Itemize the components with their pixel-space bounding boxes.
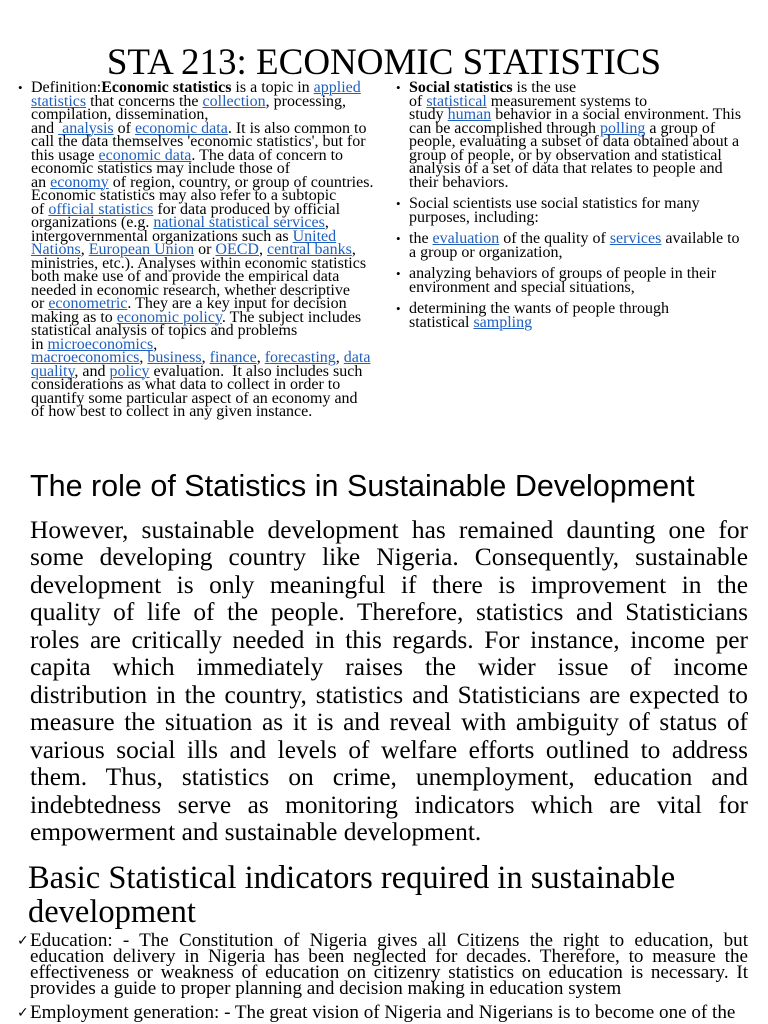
text-line xyxy=(409,208,761,226)
hyperlink[interactable]: economic policy xyxy=(116,308,222,326)
text-run: their behaviors. xyxy=(409,173,509,191)
text-run: purposes, including: xyxy=(409,208,539,226)
text-run: is a topic in xyxy=(231,79,314,96)
indicator-checklist xyxy=(17,929,748,1023)
text-run: statistical analysis of topics and problems xyxy=(31,322,298,339)
hyperlink[interactable]: forecasting xyxy=(264,349,336,366)
text-run: considerations as what data to collect in order to xyxy=(31,376,341,393)
text-run: , xyxy=(351,241,356,258)
check-mark-icon: ✓ xyxy=(17,932,29,949)
checklist-line: education delivery in Nigeria has been neglected for decades. Therefore, to measure the xyxy=(30,945,748,967)
text-line xyxy=(409,313,761,331)
hyperlink[interactable]: OECD xyxy=(215,241,259,258)
hyperlink[interactable]: services xyxy=(609,230,662,247)
text-run: determining the wants of people through xyxy=(409,300,669,317)
text-run: Definition: xyxy=(31,79,102,96)
text-run: or xyxy=(194,241,216,258)
hyperlink[interactable]: applied xyxy=(313,79,361,96)
paragraph-line: distribution in the country, statistics and Statisticians are expected to xyxy=(30,680,748,709)
text-run: intergovernmental organizations such as xyxy=(31,227,293,245)
bullet-item xyxy=(396,79,761,191)
text-run: of xyxy=(113,119,135,137)
text-run: and xyxy=(31,119,59,137)
hyperlink[interactable]: economic data xyxy=(98,146,192,164)
text-run: quantify some particular aspect of an economy and xyxy=(31,389,358,407)
text-run: , and xyxy=(74,362,110,380)
hyperlink[interactable]: analysis xyxy=(58,119,114,137)
hyperlink[interactable]: macroeconomics xyxy=(31,349,140,366)
text-run: measurement systems to xyxy=(486,92,648,110)
paragraph-line: roles are critically needed in this regards. For instance, income per xyxy=(30,625,748,654)
text-run: evaluation. It also includes such xyxy=(149,362,363,380)
text-run: . It is also common to xyxy=(227,119,367,137)
role-paragraph xyxy=(30,517,748,847)
bullet-marker: • xyxy=(396,80,401,95)
text-run: . The subject includes xyxy=(221,308,362,326)
text-run: available to xyxy=(661,230,740,247)
text-run: , xyxy=(258,241,267,258)
hyperlink[interactable]: business xyxy=(147,349,202,366)
hyperlink[interactable]: European Union xyxy=(88,241,195,258)
hyperlink[interactable]: evaluation xyxy=(432,230,500,247)
paragraph-line: some developing country like Nigeria. Consequently, sustainable xyxy=(30,543,748,571)
text-run: , xyxy=(335,349,344,366)
text-run: of region, country, or group of countries. xyxy=(108,173,374,191)
hyperlink[interactable]: polling xyxy=(600,119,646,137)
text-run: behavior in a social environment. This xyxy=(491,106,742,123)
text-run: statistical xyxy=(409,313,474,331)
hyperlink[interactable]: Nations xyxy=(31,241,81,258)
economic-statistics-column xyxy=(18,79,383,420)
hyperlink[interactable]: sampling xyxy=(473,313,533,331)
text-run: . They are a key input for decision xyxy=(127,295,347,312)
bullet-item xyxy=(396,300,761,331)
checklist-line: provides a guide to proper planning and decision making in education system xyxy=(30,977,622,999)
text-run: people, evaluating a subset of data obtained about a xyxy=(409,133,740,150)
hyperlink[interactable]: econometric xyxy=(48,295,128,312)
hyperlink[interactable]: economic data xyxy=(134,119,228,137)
hyperlink[interactable]: data xyxy=(343,349,371,366)
hyperlink[interactable]: microeconomics xyxy=(47,335,154,353)
text-run: needed in economic research, whether descriptive xyxy=(31,281,350,299)
text-run: environment and special situations, xyxy=(409,278,635,296)
text-run: of the quality of xyxy=(499,230,610,247)
bullet-marker: • xyxy=(396,266,401,281)
text-line xyxy=(409,278,761,296)
text-run: both make use of and provide the empirical data xyxy=(31,268,340,285)
text-run: analysis of a set of data that relates to people and xyxy=(409,160,723,177)
paragraph-line: various social ills and levels of welfare efforts outlined to address xyxy=(30,735,748,764)
hyperlink[interactable]: finance xyxy=(209,349,257,366)
text-run: a group or organization, xyxy=(409,243,563,261)
hyperlink[interactable]: central banks xyxy=(266,241,352,258)
heading-line: Basic Statistical indicators required in sustainable xyxy=(28,859,676,896)
bullet-marker: • xyxy=(18,80,23,95)
text-run: a group of xyxy=(645,119,716,137)
text-run: of how best to collect in any given instance. xyxy=(31,403,313,420)
text-run: the xyxy=(409,230,433,247)
text-run: this usage xyxy=(31,146,99,164)
text-line xyxy=(409,243,761,261)
section-heading-basic-indicators xyxy=(28,861,748,929)
checklist-line: Education: - The Constitution of Nigeria gives all Citizens the right to education, but xyxy=(30,929,748,951)
hyperlink[interactable]: national statistical services xyxy=(153,214,325,231)
paragraph-line: indebtedness serve as monitoring indicators which are vital for xyxy=(30,790,748,819)
paragraph-line: development is only meaningful if there is improvement in the xyxy=(30,570,748,599)
paragraph-line: However, sustainable development has remained daunting one for xyxy=(30,515,748,544)
paragraph-line: quality of life of the people. Therefore, statistics and Statisticians xyxy=(30,598,748,626)
hyperlink[interactable]: economy xyxy=(50,173,109,191)
text-run: ministries, etc.). Analyses within economic statistics xyxy=(31,254,367,272)
document-title: STA 213: ECONOMIC STATISTICS xyxy=(106,42,662,83)
bullet-marker: • xyxy=(396,196,401,211)
text-run: Social scientists use social statistics for many xyxy=(409,195,700,212)
text-run: , xyxy=(201,349,210,366)
text-run: analyzing behaviors of groups of people in their xyxy=(409,265,717,282)
bold-term: Social statistics xyxy=(409,79,513,96)
bullet-marker: • xyxy=(396,231,401,246)
text-run: for data produced by official xyxy=(153,200,341,218)
text-run: organizations (e.g. xyxy=(31,214,154,231)
checklist-item xyxy=(17,929,748,999)
hyperlink[interactable]: statistical xyxy=(426,92,487,110)
bullet-marker: • xyxy=(396,301,401,316)
bullet-item xyxy=(396,230,761,261)
hyperlink[interactable]: policy xyxy=(109,362,150,380)
hyperlink[interactable]: statistics xyxy=(31,92,87,110)
text-run: in xyxy=(31,335,48,353)
text-line xyxy=(409,173,761,191)
paragraph-line: measure the situation as it is and reveal with ambiguity of status of xyxy=(30,708,748,736)
social-statistics-column xyxy=(396,79,761,331)
text-run: , xyxy=(153,335,158,353)
text-run: , xyxy=(256,349,265,366)
text-run: . The data of concern to xyxy=(191,146,344,164)
paragraph-line: capita which immediately raises the wider issue of income xyxy=(30,653,748,681)
hyperlink[interactable]: United xyxy=(292,227,337,245)
section-heading-role-of-statistics: The role of Statistics in Sustainable Development xyxy=(30,469,695,503)
heading-line: development xyxy=(28,893,196,930)
check-mark-icon: ✓ xyxy=(17,1004,29,1021)
text-run: compilation, dissemination, xyxy=(31,106,209,123)
checklist-line: effectiveness or weakness of education on citizenry statistics on education is necessary. It xyxy=(30,961,748,983)
bullet-item xyxy=(396,195,761,226)
text-run: Economic statistics may also refer to a subtopic xyxy=(31,187,337,204)
hyperlink[interactable]: human xyxy=(447,106,492,123)
hyperlink[interactable]: quality xyxy=(31,362,75,380)
text-run: is the use xyxy=(512,79,577,96)
text-run: group of people, or by observation and statistical xyxy=(409,146,722,164)
text-run: call the data themselves 'economic statistics', but for xyxy=(31,133,366,150)
text-run: , xyxy=(139,349,148,366)
bold-term: Economic statistics xyxy=(101,79,232,96)
text-run: or xyxy=(31,295,49,312)
text-run: , xyxy=(324,214,329,231)
text-run: an xyxy=(31,173,51,191)
paragraph-line: empowerment and sustainable development. xyxy=(30,818,482,846)
text-line xyxy=(31,405,383,419)
bullet-item xyxy=(396,265,761,296)
text-run: study xyxy=(409,106,448,123)
text-run: can be accomplished through xyxy=(409,119,601,137)
text-run: making as to xyxy=(31,308,117,326)
definition-text xyxy=(31,81,383,419)
checklist-item xyxy=(17,1001,748,1023)
text-run: , processing, xyxy=(265,92,347,110)
hyperlink[interactable]: official statistics xyxy=(48,200,154,218)
checklist-line: Employment generation: - The great vision of Nigeria and Nigerians is to become one of the xyxy=(30,1001,736,1023)
text-run: of xyxy=(31,200,49,218)
text-run: , xyxy=(80,241,89,258)
text-run: economic statistics may include those of xyxy=(31,160,291,177)
text-run: that concerns the xyxy=(86,92,203,110)
paragraph-line: them. Thus, statistics on crime, unemployment, education and xyxy=(30,763,748,791)
hyperlink[interactable]: collection xyxy=(202,92,266,110)
text-run: of xyxy=(409,92,427,110)
